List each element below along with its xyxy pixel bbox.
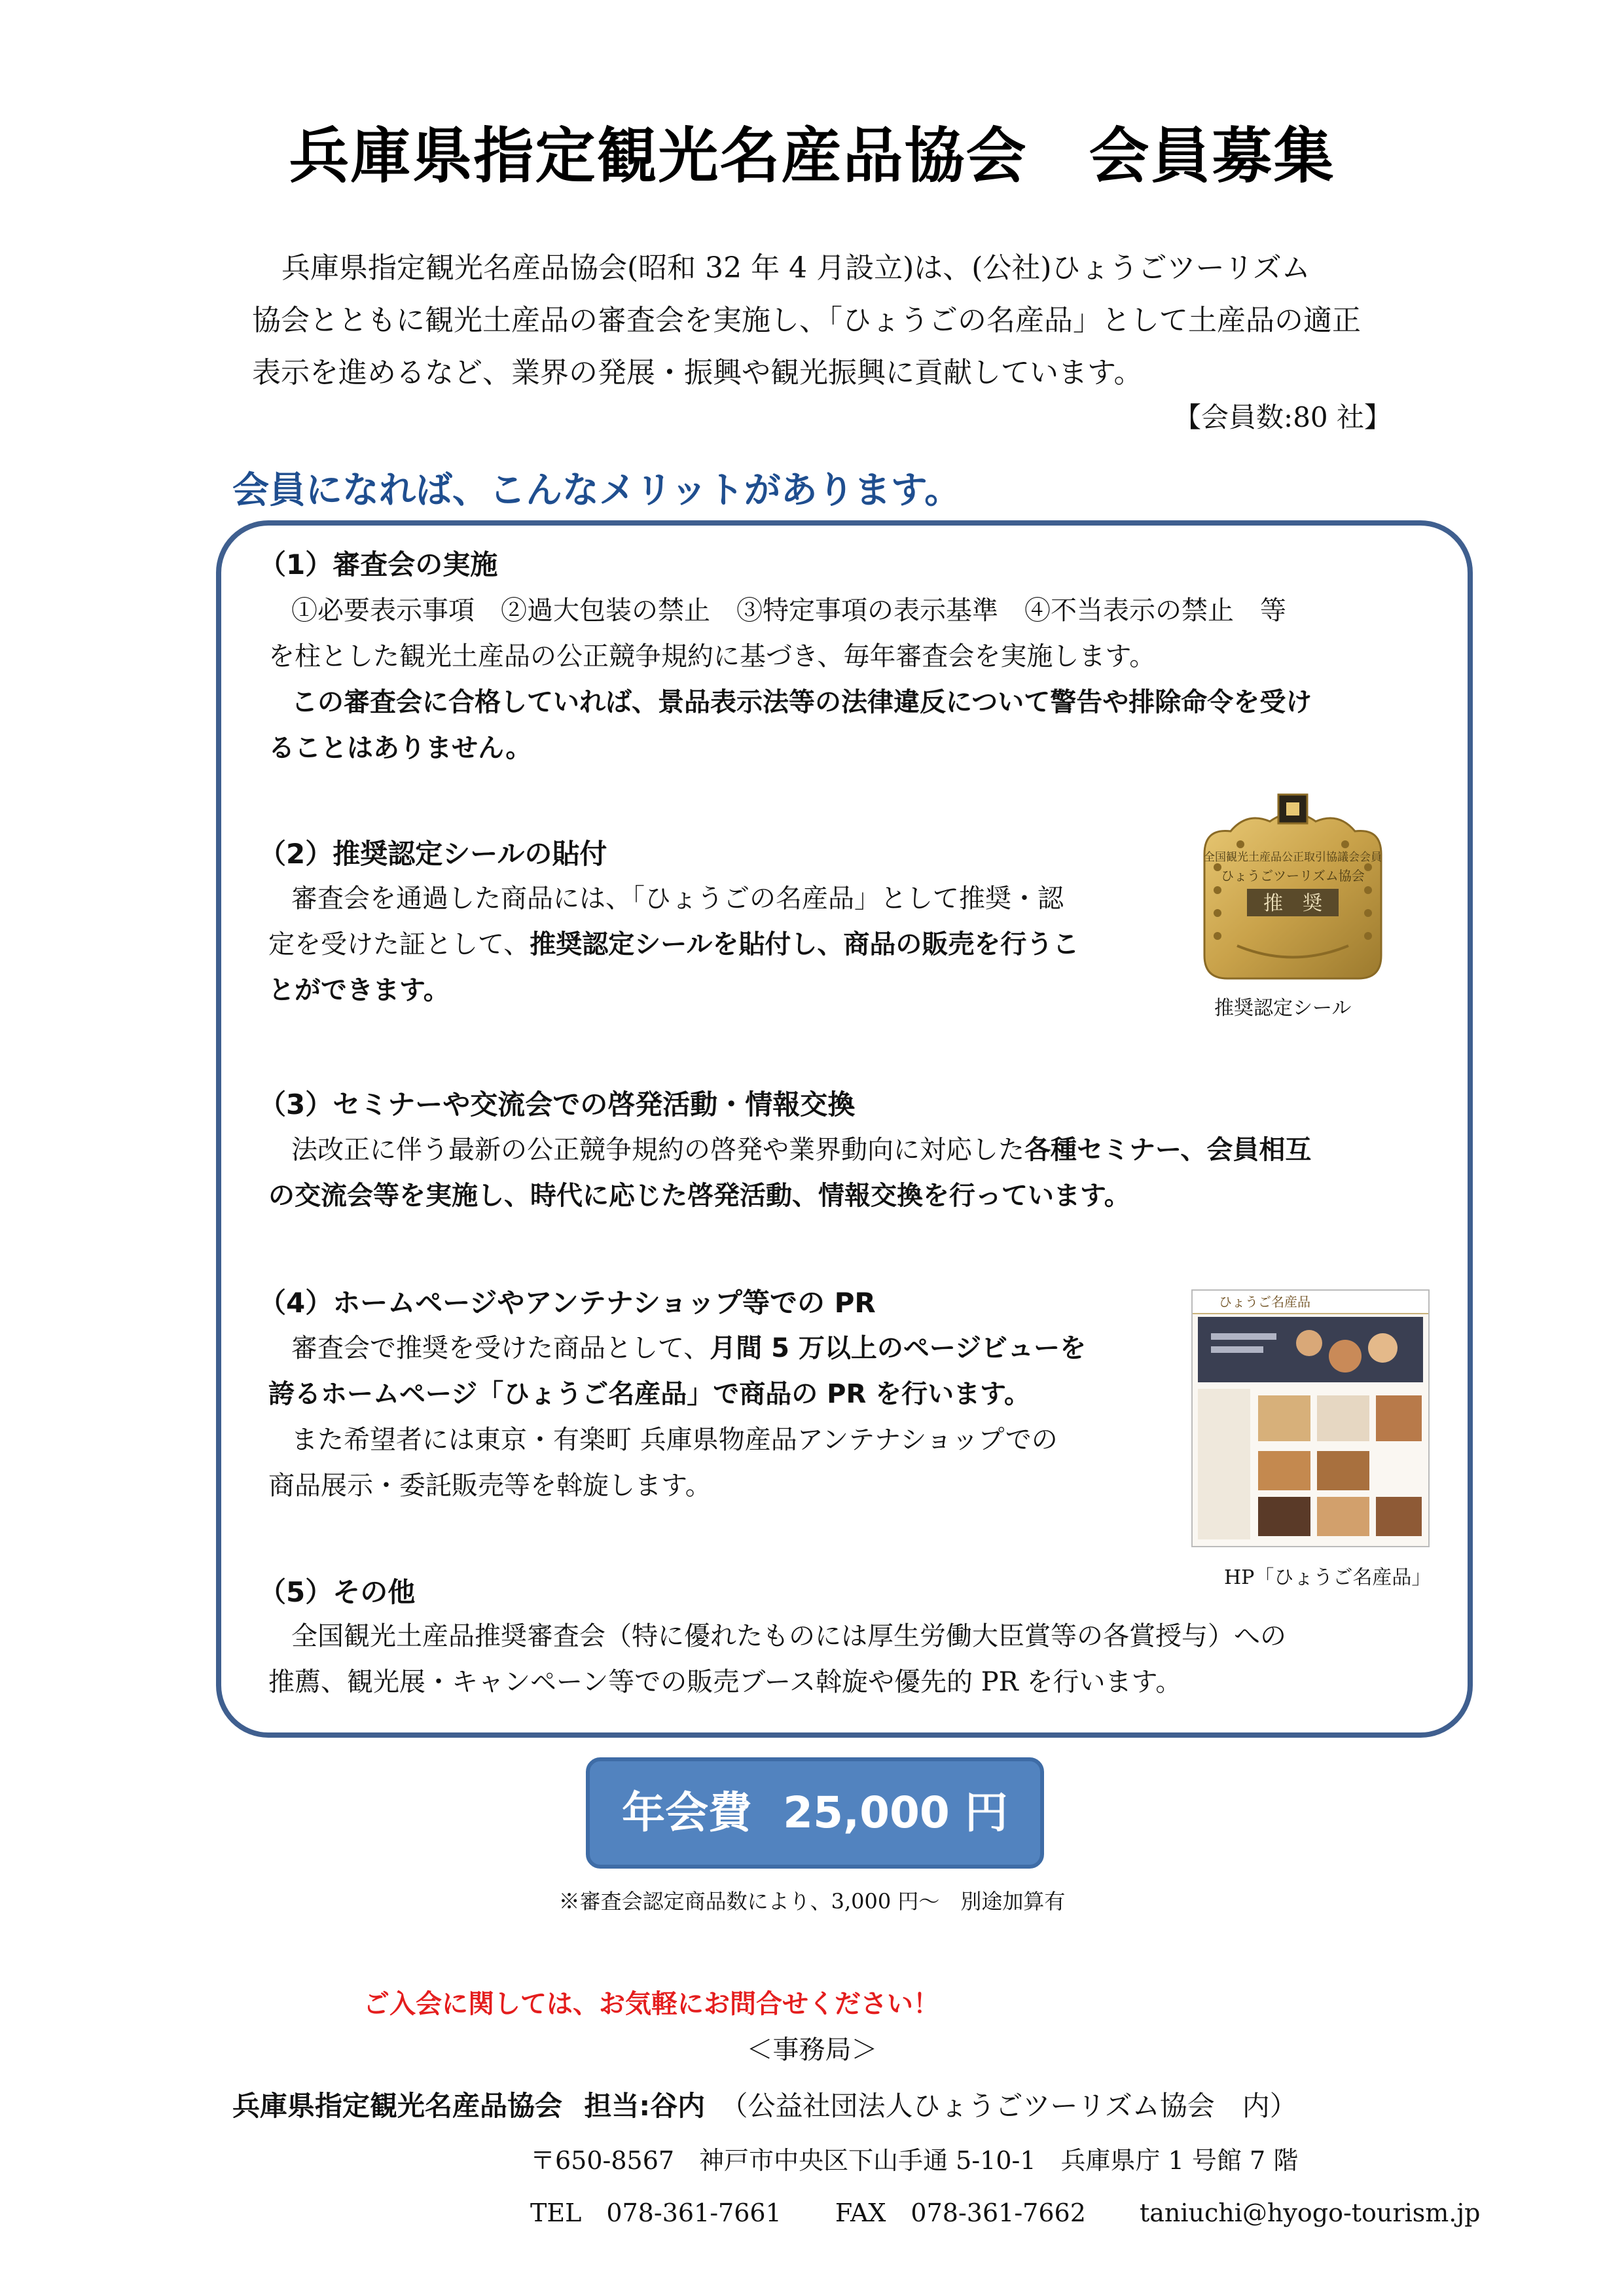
section-2-line-1: 審査会を通過した商品には、「ひょうごの名産品」として推奨・認 <box>291 884 1064 914</box>
intro-line-1: 兵庫県指定観光名産品協会(昭和 32 年 4 月設立)は、(公社)ひょうごツーリズム <box>281 251 1310 285</box>
thumb-header: ひょうご名産品 <box>1193 1291 1428 1314</box>
section-2-line-2 <box>268 922 1079 967</box>
page-title: 兵庫県指定観光名産品協会 会員募集 <box>289 121 1335 191</box>
thumb-product-8 <box>1376 1497 1422 1536</box>
seal-caption: 推奨認定シール <box>1214 997 1352 1020</box>
section-4-line-1a: 審査会で推奨を受けた商品として、 <box>291 1333 710 1363</box>
thumb-product-1 <box>1258 1395 1310 1441</box>
contact-line <box>530 2193 1526 2229</box>
section-5-line-1: 全国観光土産品推奨審査会（特に優れたものには厚生労働大臣賞等の各賞授与）への <box>291 1621 1286 1651</box>
seal-mid-text: ひょうごツーリズム協会 <box>1221 868 1365 884</box>
section-1-title: （1）審査会の実施 <box>259 548 498 581</box>
contact-email[interactable]: taniuchi@hyogo-tourism.jp <box>1139 2198 1481 2227</box>
office-address: 〒650-8567 神戸市中央区下山手通 5-10-1 兵庫県庁 1 号館 7 階 <box>530 2146 1299 2175</box>
inquiry-message: ご入会に関しては、お気軽にお問合せください！ <box>363 1989 939 2019</box>
section-1-line-4: ることはありません。 <box>268 733 532 763</box>
office-affiliation: （公益社団法人ひょうごツーリズム協会 内） <box>720 2090 1297 2122</box>
seal-top-text: 全国観光土産品公正取引協議会会員 <box>1204 851 1382 864</box>
section-2-line-3: とができます。 <box>268 975 450 1005</box>
office-label: ＜事務局＞ <box>746 2035 878 2065</box>
section-2-line-2a: 定を受けた証として、 <box>268 929 530 960</box>
thumb-product-7 <box>1317 1497 1369 1536</box>
section-3-line-1 <box>291 1127 1311 1173</box>
section-1-line-1: ①必要表示事項 ②過大包装の禁止 ③特定事項の表示基準 ④不当表示の禁止 等 <box>291 596 1286 626</box>
section-5-line-2: 推薦、観光展・キャンペーン等での販売ブース斡旋や優先的 PR を行います。 <box>268 1667 1182 1697</box>
section-4-line-2: 誇るホームページ「ひょうご名産品」で商品の PR を行います。 <box>268 1379 1030 1409</box>
section-1-line-2: を柱とした観光土産品の公正競争規約に基づき、毎年審査会を実施します。 <box>268 641 1156 672</box>
office-org: 兵庫県指定観光名産品協会 <box>232 2090 563 2122</box>
annual-fee-note: ※審査会認定商品数により、3,000 円～ 別途加算有 <box>558 1889 1066 1914</box>
thumb-product-2 <box>1317 1395 1369 1441</box>
thumb-product-6 <box>1258 1497 1310 1536</box>
annual-fee-amount: 25,000 円 <box>783 1787 1008 1838</box>
section-3-line-2: の交流会等を実施し、時代に応じた啓発活動、情報交換を行っています。 <box>268 1181 1130 1211</box>
section-2-title: （2）推奨認定シールの貼付 <box>259 838 607 870</box>
section-1-line-3: この審査会に合格していれば、景品表示法等の法律違反について警告や排除命令を受け <box>291 687 1312 717</box>
section-2-line-2b: 推奨認定シールを貼付し、商品の販売を行うこ <box>530 929 1079 960</box>
section-3-title: （3）セミナーや交流会での啓発活動・情報交換 <box>259 1088 856 1121</box>
website-screenshot-image <box>1191 1289 1430 1547</box>
thumb-product-3 <box>1376 1395 1422 1441</box>
website-caption: HP「ひょうご名産品」 <box>1224 1566 1432 1589</box>
member-count: 【会員数:80 社】 <box>1174 401 1392 433</box>
intro-line-3: 表示を進めるなど、業界の発展・振興や観光振興に貢献しています。 <box>252 356 1143 389</box>
thumb-product-5 <box>1317 1451 1369 1490</box>
section-4-line-1 <box>291 1325 1086 1371</box>
seal-label: 推 奨 <box>1263 892 1322 915</box>
thumb-product-4 <box>1258 1451 1310 1490</box>
recommendation-seal-image <box>1191 792 1394 988</box>
office-line <box>232 2085 1297 2124</box>
contact-fax: FAX 078-361-7662 <box>835 2198 1086 2227</box>
section-3-line-1a: 法改正に伴う最新の公正競争規約の啓発や業界動向に対応した <box>291 1135 1024 1165</box>
thumb-sidebar <box>1198 1389 1250 1539</box>
office-person: 担当:谷内 <box>584 2090 706 2122</box>
contact-tel: TEL 078-361-7661 <box>530 2198 782 2227</box>
intro-line-2: 協会とともに観光土産品の審査会を実施し、「ひょうごの名産品」として土産品の適正 <box>252 304 1361 337</box>
merit-heading: 会員になれば、こんなメリットがあります。 <box>232 469 962 512</box>
thumb-hero-banner <box>1198 1317 1423 1382</box>
annual-fee-label: 年会費 <box>622 1787 752 1838</box>
section-4-title: （4）ホームページやアンテナショップ等での PR <box>259 1287 876 1319</box>
section-4-line-3: また希望者には東京・有楽町 兵庫県物産品アンテナショップでの <box>291 1425 1058 1455</box>
annual-fee-box <box>586 1757 1044 1869</box>
section-5-title: （5）その他 <box>259 1576 416 1608</box>
section-4-line-1b: 月間 5 万以上のページビューを <box>710 1333 1087 1363</box>
section-3-line-1b: 各種セミナー、会員相互 <box>1024 1135 1312 1165</box>
section-4-line-4: 商品展示・委託販売等を斡旋します。 <box>268 1471 712 1501</box>
